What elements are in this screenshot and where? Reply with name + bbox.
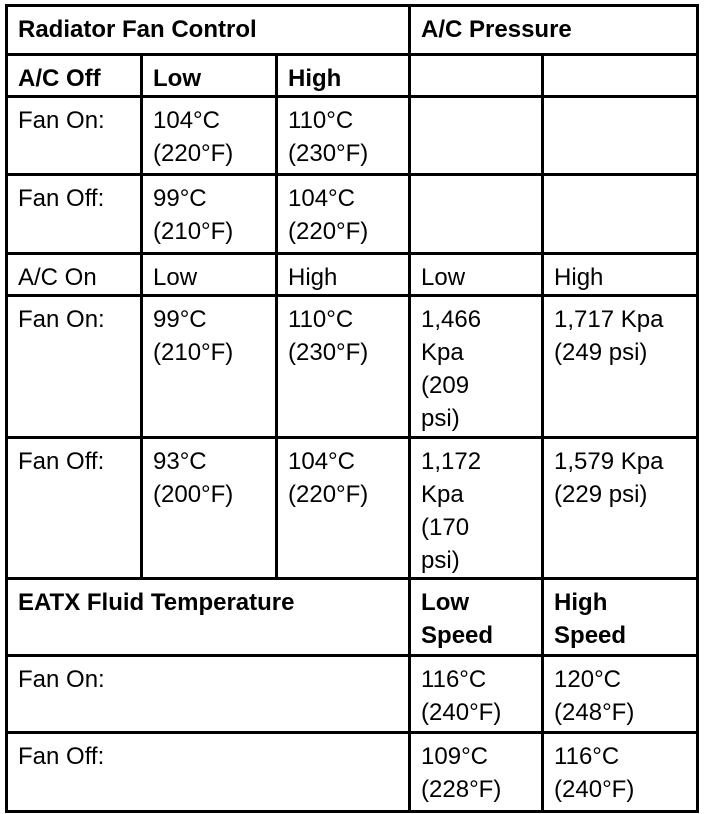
ac-off-label: A/C Off xyxy=(7,55,142,97)
temp-value: 104°C (220°F) xyxy=(277,175,410,254)
temp-value: 99°C (210°F) xyxy=(142,175,277,254)
temp-value: 99°C (210°F) xyxy=(142,296,277,438)
ac-pressure-heading: A/C Pressure xyxy=(410,6,698,55)
table-row xyxy=(7,97,698,175)
row-label: Fan On: xyxy=(7,97,142,175)
ac-on-header-row xyxy=(7,254,698,296)
table-row xyxy=(7,175,698,254)
pressure-value: 1,172 Kpa (170 psi) xyxy=(410,438,543,579)
empty-cell xyxy=(543,97,698,175)
empty-cell xyxy=(410,175,543,254)
pressure-high-heading: High xyxy=(543,254,698,296)
temp-value: 104°C (220°F) xyxy=(142,97,277,175)
row-label: Fan Off: xyxy=(7,733,410,812)
pressure-low-heading: Low xyxy=(410,254,543,296)
radiator-fan-control-heading: Radiator Fan Control xyxy=(7,6,410,55)
fan-control-spec-table xyxy=(5,4,699,813)
row-label: Fan On: xyxy=(7,656,410,733)
pressure-value: 1,579 Kpa (229 psi) xyxy=(543,438,698,579)
row-label: Fan Off: xyxy=(7,175,142,254)
ac-off-high-heading: High xyxy=(277,55,410,97)
empty-cell xyxy=(410,55,543,97)
row-label: Fan Off: xyxy=(7,438,142,579)
temp-value: 116°C (240°F) xyxy=(410,656,543,733)
temp-value: 109°C (228°F) xyxy=(410,733,543,812)
temp-value: 110°C (230°F) xyxy=(277,296,410,438)
temp-value: 116°C (240°F) xyxy=(543,733,698,812)
empty-cell xyxy=(543,55,698,97)
high-speed-heading: High Speed xyxy=(543,579,698,656)
ac-off-low-heading: Low xyxy=(142,55,277,97)
ac-off-header-row xyxy=(7,55,698,97)
table-row xyxy=(7,656,698,733)
ac-on-high-heading: High xyxy=(277,254,410,296)
temp-value: 104°C (220°F) xyxy=(277,438,410,579)
pressure-value: 1,717 Kpa (249 psi) xyxy=(543,296,698,438)
ac-on-label: A/C On xyxy=(7,254,142,296)
temp-value: 120°C (248°F) xyxy=(543,656,698,733)
table-row xyxy=(7,438,698,579)
title-row xyxy=(7,6,698,55)
low-speed-heading: Low Speed xyxy=(410,579,543,656)
table-row xyxy=(7,296,698,438)
empty-cell xyxy=(410,97,543,175)
temp-value: 93°C (200°F) xyxy=(142,438,277,579)
row-label: Fan On: xyxy=(7,296,142,438)
table-row xyxy=(7,733,698,812)
ac-on-low-heading: Low xyxy=(142,254,277,296)
temp-value: 110°C (230°F) xyxy=(277,97,410,175)
pressure-value: 1,466 Kpa (209 psi) xyxy=(410,296,543,438)
eatx-header-row xyxy=(7,579,698,656)
eatx-fluid-temperature-heading: EATX Fluid Temperature xyxy=(7,579,410,656)
empty-cell xyxy=(543,175,698,254)
